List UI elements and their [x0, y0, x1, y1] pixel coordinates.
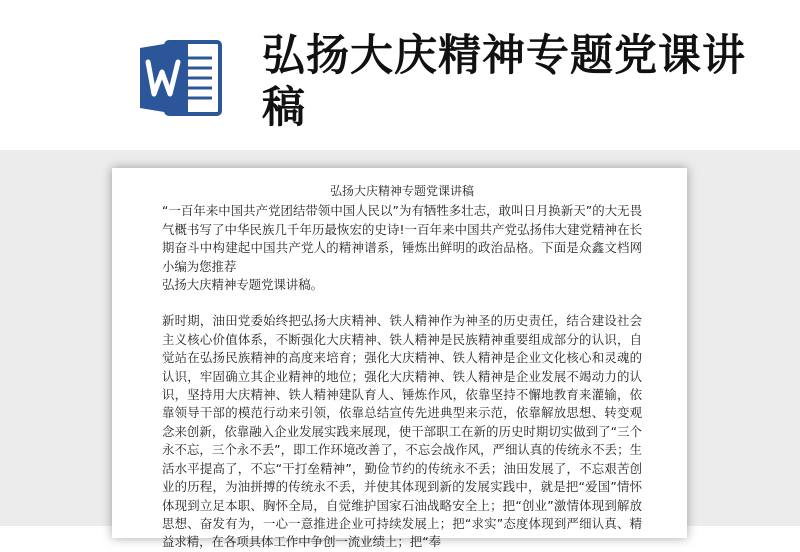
- header-banner: [0, 0, 800, 160]
- intro-tail: 弘扬大庆精神专题党课讲稿。: [162, 277, 324, 293]
- intro-paragraph: “一百年来中国共产党团结带领中国人民以”为有牺牲多壮志，敢叫日月换新天”的大无畏气概书写了中华民族几千年历最恢宏的史诗!一百年来中国共产党弘扬伟大建党精神在长期奋斗中构建起中国共产党人的精神谱系，锤炼出鲜明的政治品格。下面是众鑫文档网小编为您推荐: [162, 203, 642, 274]
- word-document-icon: [138, 38, 224, 118]
- page-title: 弘扬大庆精神专题党课讲稿: [262, 31, 746, 133]
- document-content: [162, 182, 642, 552]
- body-paragraph: 新时期，油田党委始终把弘扬大庆精神、铁人精神作为神圣的历史责任，结合建设社会主义核心价值体系，不断强化大庆精神、铁人精神是民族精神重要组成部分的认识，自觉站在弘扬民族精神的高度来培育；强化大庆精神、铁人精神是企业文化核心和灵魂的认识，牢固确立其企业精神的地位；强化大庆精神、铁人精神是企业发展不竭动力的认识，坚持用大庆精神、铁人精神建队育人、锤炼作风，依靠坚持不懈地教育来灌输，依靠领导干部的模范行动来引领，依靠总结宣传先进典型来示范，依靠解放思想、转变观念来创新，依靠融入企业发展实践来展现，使干部职工在新的历史时期切实做到了“三个永不忘，三个永不丢”，即工作环境改善了，不忘会战作风，严细认真的传统永不丢；生活水平提高了，不忘“干打垒精神”，勤俭节约的传统永不丢；油田发展了，不忘艰苦创业的历程，为油拼搏的传统永不丢，并使其体现到新的发展实践中，就是把“爱国”情怀体现到立足本职、胸怀全局，自觉维护国家石油战略安全上；把“创业”激情体现到解放思想、奋发有为，一心一意推进企业可持续发展上；把“求实”态度体现到严细认真、精益求精，在各项具体工作中争创一流业绩上；把“奉: [162, 313, 642, 550]
- document-title: 弘扬大庆精神专题党课讲稿: [329, 184, 474, 198]
- paragraph-spacer: [162, 294, 642, 312]
- document-page[interactable]: [112, 168, 687, 550]
